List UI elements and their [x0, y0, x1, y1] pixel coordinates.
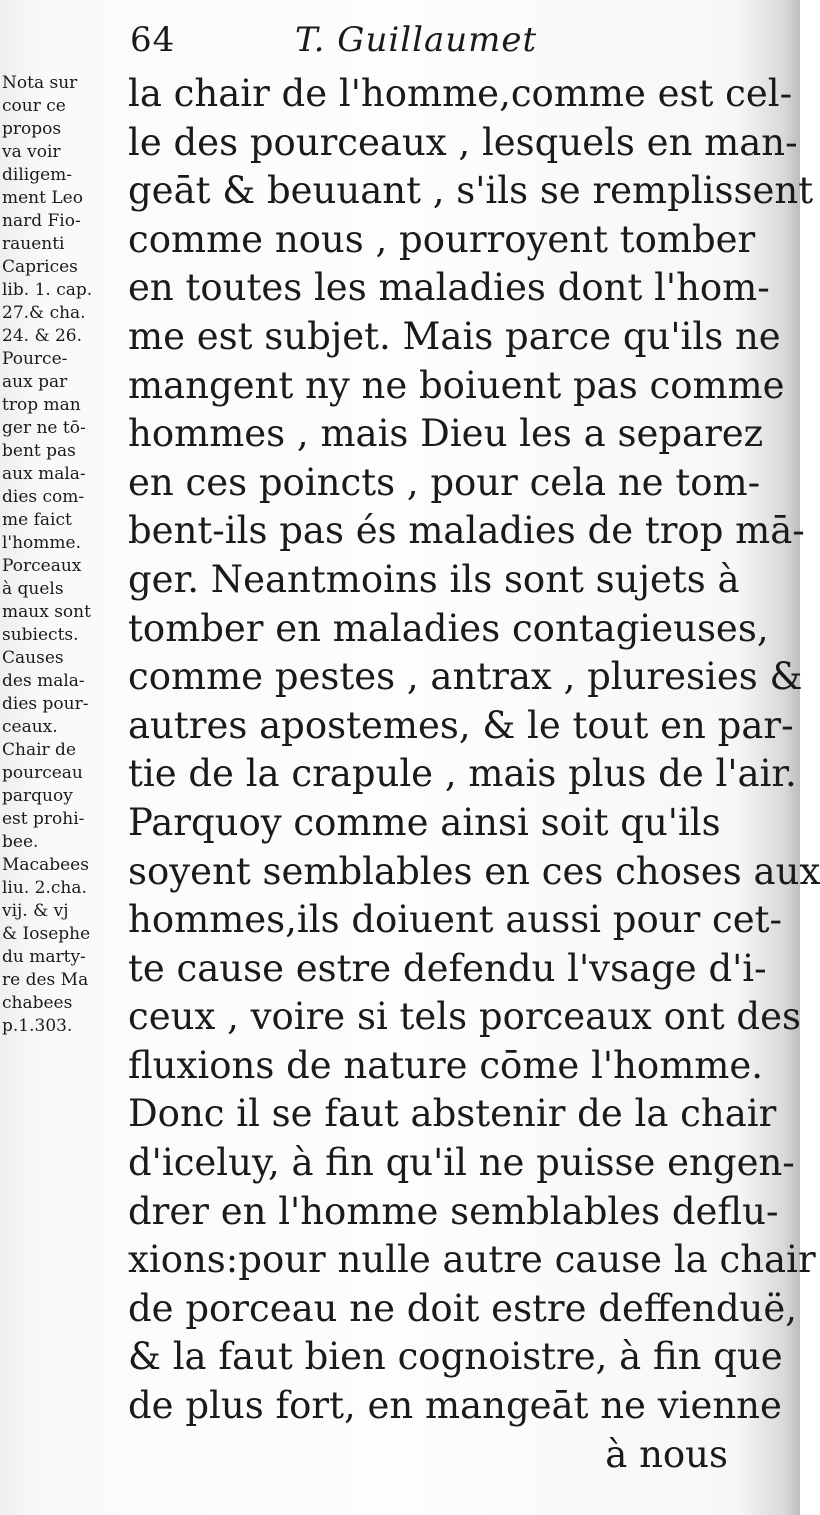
text-line: la chair de l'homme,comme est cel- [128, 72, 793, 115]
page-number: 64 [130, 20, 176, 60]
margin-note-line: chabees [2, 993, 73, 1013]
margin-note-line: aux mala- [2, 464, 86, 484]
text-line: geāt & beuuant , s'ils se remplissent [128, 169, 814, 213]
text-line: en ces poincts , pour cela ne tom- [128, 460, 761, 504]
margin-note-line: nard Fio- [2, 211, 81, 231]
text-line: d'iceluy, à fin qu'il ne puisse engen- [128, 1141, 795, 1185]
text-line: de porceau ne doit estre deffenduë, [128, 1286, 798, 1330]
text-line: de plus fort, en mangeāt ne vienne [128, 1384, 782, 1428]
text-line: comme nous , pourroyent tomber [128, 217, 756, 261]
text-line: fluxions de nature cōme l'homme. [128, 1043, 764, 1087]
text-line: ceux , voire si tels porceaux ont des [128, 995, 801, 1039]
text-line: hommes , mais Dieu les a separez [128, 412, 764, 456]
margin-note-line: Chair de [2, 740, 77, 760]
margin-note-line: l'homme. [2, 533, 81, 553]
text-line: mangent ny ne boiuent pas comme [128, 363, 785, 407]
marginal-notes [2, 72, 132, 1038]
margin-note-line: subiects. [2, 625, 79, 645]
catchword: à nous [605, 1432, 728, 1476]
text-line: tomber en maladies contagieuses, [128, 606, 769, 650]
margin-note-line: pourceau [2, 763, 83, 783]
margin-note-line: Pource- [2, 349, 68, 369]
margin-note-line: bent pas [2, 441, 76, 461]
margin-note-line: bee. [2, 832, 39, 852]
margin-note-line: 24. & 26. [2, 326, 83, 346]
margin-note-line: va voir [2, 142, 61, 162]
margin-note-line: & Iosephe [2, 924, 91, 944]
margin-note-line: maux sont [2, 602, 91, 622]
margin-note-line: dies pour- [2, 694, 89, 714]
margin-note-line: dies com- [2, 487, 85, 507]
margin-note-line: vij. & vj [2, 901, 69, 921]
margin-note-line: ment Leo [2, 188, 83, 208]
margin-note-line: trop man [2, 395, 81, 415]
margin-note-line: Nota sur [2, 73, 78, 93]
margin-note-line: Macabees [2, 855, 89, 875]
margin-note-line: à quels [2, 579, 64, 599]
text-line: me est subjet. Mais parce qu'ils ne [128, 314, 781, 358]
margin-note-line: me faict [2, 510, 72, 530]
margin-note-line: Causes [2, 648, 64, 668]
margin-note-line: 27.& cha. [2, 303, 86, 323]
margin-note-line: Porceaux [2, 556, 82, 576]
margin-note-line: p.1.303. [2, 1016, 73, 1036]
text-line: hommes,ils doiuent aussi pour cet- [128, 898, 783, 942]
margin-note-line: diligem- [2, 165, 73, 185]
text-line: Parquoy comme ainsi soit qu'ils [128, 800, 721, 844]
text-line: comme pestes , antrax , pluresies & [128, 655, 803, 699]
text-line: & la faut bien cognoistre, à fin que [128, 1335, 783, 1379]
margin-note-line: aux par [2, 372, 68, 392]
text-line: le des pourceaux , lesquels en man- [128, 120, 798, 164]
margin-note-line: ceaux. [2, 717, 58, 737]
margin-note-line: re des Ma [2, 970, 89, 990]
margin-note-line: des mala- [2, 671, 85, 691]
text-line: bent-ils pas és maladies de trop mā- [128, 509, 805, 553]
text-line: xions:pour nulle autre cause la chair [128, 1238, 816, 1282]
margin-note-line: ger ne tō- [2, 418, 86, 438]
margin-note-line: parquoy [2, 786, 73, 806]
page-header [125, 18, 765, 68]
text-line: en toutes les maladies dont l'hom- [128, 266, 770, 310]
text-line: autres apostemes, & le tout en par- [128, 703, 794, 747]
text-line: tie de la crapule , mais plus de l'air. [128, 752, 797, 796]
text-line: Donc il se faut abstenir de la chair [128, 1092, 777, 1136]
running-head: T. Guillaumet [295, 20, 538, 60]
margin-note-line: cour ce [2, 96, 66, 116]
margin-note-line: rauenti [2, 234, 65, 254]
main-text-column [128, 70, 820, 1479]
text-line: ger. Neantmoins ils sont sujets à [128, 557, 740, 601]
text-line: drer en l'homme semblables deflu- [128, 1189, 779, 1233]
text-line: soyent semblables en ces choses aux [128, 849, 820, 893]
margin-note-line: du marty- [2, 947, 86, 967]
text-line: te cause estre defendu l'vsage d'i- [128, 946, 767, 990]
margin-note-line: liu. 2.cha. [2, 878, 87, 898]
margin-note-line: propos [2, 119, 62, 139]
margin-note-line: lib. 1. cap. [2, 280, 93, 300]
margin-note-line: est prohi- [2, 809, 85, 829]
margin-note-line: Caprices [2, 257, 78, 277]
